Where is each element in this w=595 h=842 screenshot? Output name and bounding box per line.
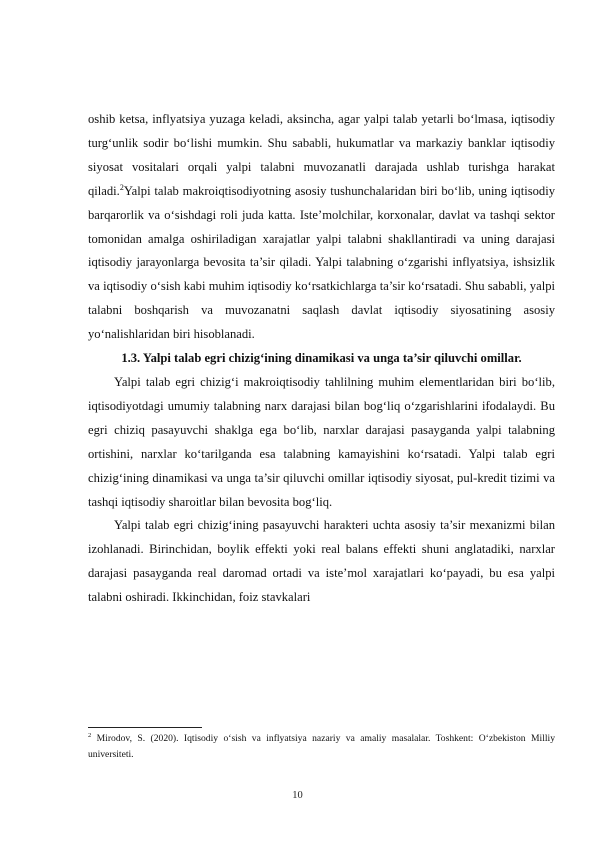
body-text bbox=[88, 108, 555, 610]
section-heading: 1.3. Yalpi talab egri chizig‘ining dinamikasi va unga ta’sir qiluvchi omillar. bbox=[121, 351, 522, 366]
footnote-divider bbox=[88, 727, 202, 728]
footnote-reference[interactable]: 2 bbox=[119, 182, 124, 192]
paragraph-1-part-2: Yalpi talab makroiqtisodiyotning asosiy tushunchalaridan biri bo‘lib, uning iqtisodiy barqarorlik va o‘sishdagi roli juda katta. Iste’molchilar, korxonalar, davlat va tashqi sektor tomonidan amalga oshiriladigan xarajatlar yalpi talabni shakllantiradi va uning darajasi iqtisodiy jarayonlarga bevosita ta’sir qiladi. Yalpi talabning o‘zgarishi inflyatsiya, ishsizlik va iqtisodiy o‘sish kabi muhim iqtisodiy ko‘rsatkichlarga ta’sir ko‘rsatadi. Shu sababli, yalpi talabni boshqarish va muvozanatni saqlash davlat iqtisodiy siyosatining asosiy yo‘nalishlaridan biri hisoblanadi. bbox=[88, 183, 555, 342]
footnote bbox=[88, 731, 555, 763]
page-number: 10 bbox=[292, 790, 303, 801]
footnote-text: Mirodov, S. (2020). Iqtisodiy o‘sish va inflyatsiya nazariy va amaliy masalalar. Toshkent: O‘zbekiston Milliy universiteti. bbox=[88, 733, 555, 760]
footnote-number: 2 bbox=[88, 731, 92, 739]
paragraph-3: Yalpi talab egri chizig‘ining pasayuvchi harakteri uchta asosiy ta’sir mexanizmi bilan izohlanadi. Birinchidan, boylik effekti yoki real balans effekti shuni anglatadiki, narxlar darajasi pasayganda real daromad ortadi va iste’mol xarajatlari ko‘payadi, bu esa yalpi talabni oshiradi. Ikkinchidan, foiz stavkalari bbox=[88, 518, 555, 605]
paragraph-1-part-1: oshib ketsa, inflyatsiya yuzaga keladi, aksincha, agar yalpi talab yetarli bo‘lmasa, iqtisodiy turg‘unlik sodir bo‘lishi mumkin. Shu sababli, hukumatlar va markaziy banklar iqtisodiy siyosat vositalari orqali yalpi talabni muvozanatli darajada ushlab turishga harakat qiladi. bbox=[88, 112, 555, 198]
paragraph-2: Yalpi talab egri chizig‘i makroiqtisodiy tahlilning muhim elementlaridan biri bo‘lib, iqtisodiyotdagi umumiy talabning narx darajasi bilan bog‘liq o‘zgarishlarini ifodalaydi. Bu egri chiziq pasayuvchi shaklga ega bo‘lib, narxlar darajasi pasayganda yalpi talabning ortishini, narxlar ko‘tarilganda esa talabning kamayishini ko‘rsatadi. Yalpi talab egri chizig‘ining dinamikasi va unga ta’sir qiluvchi omillar iqtisodiy siyosat, pul-kredit tizimi va tashqi iqtisodiy sharoitlar bilan bevosita bog‘liq. bbox=[88, 374, 555, 509]
paragraph-1 bbox=[88, 108, 555, 347]
